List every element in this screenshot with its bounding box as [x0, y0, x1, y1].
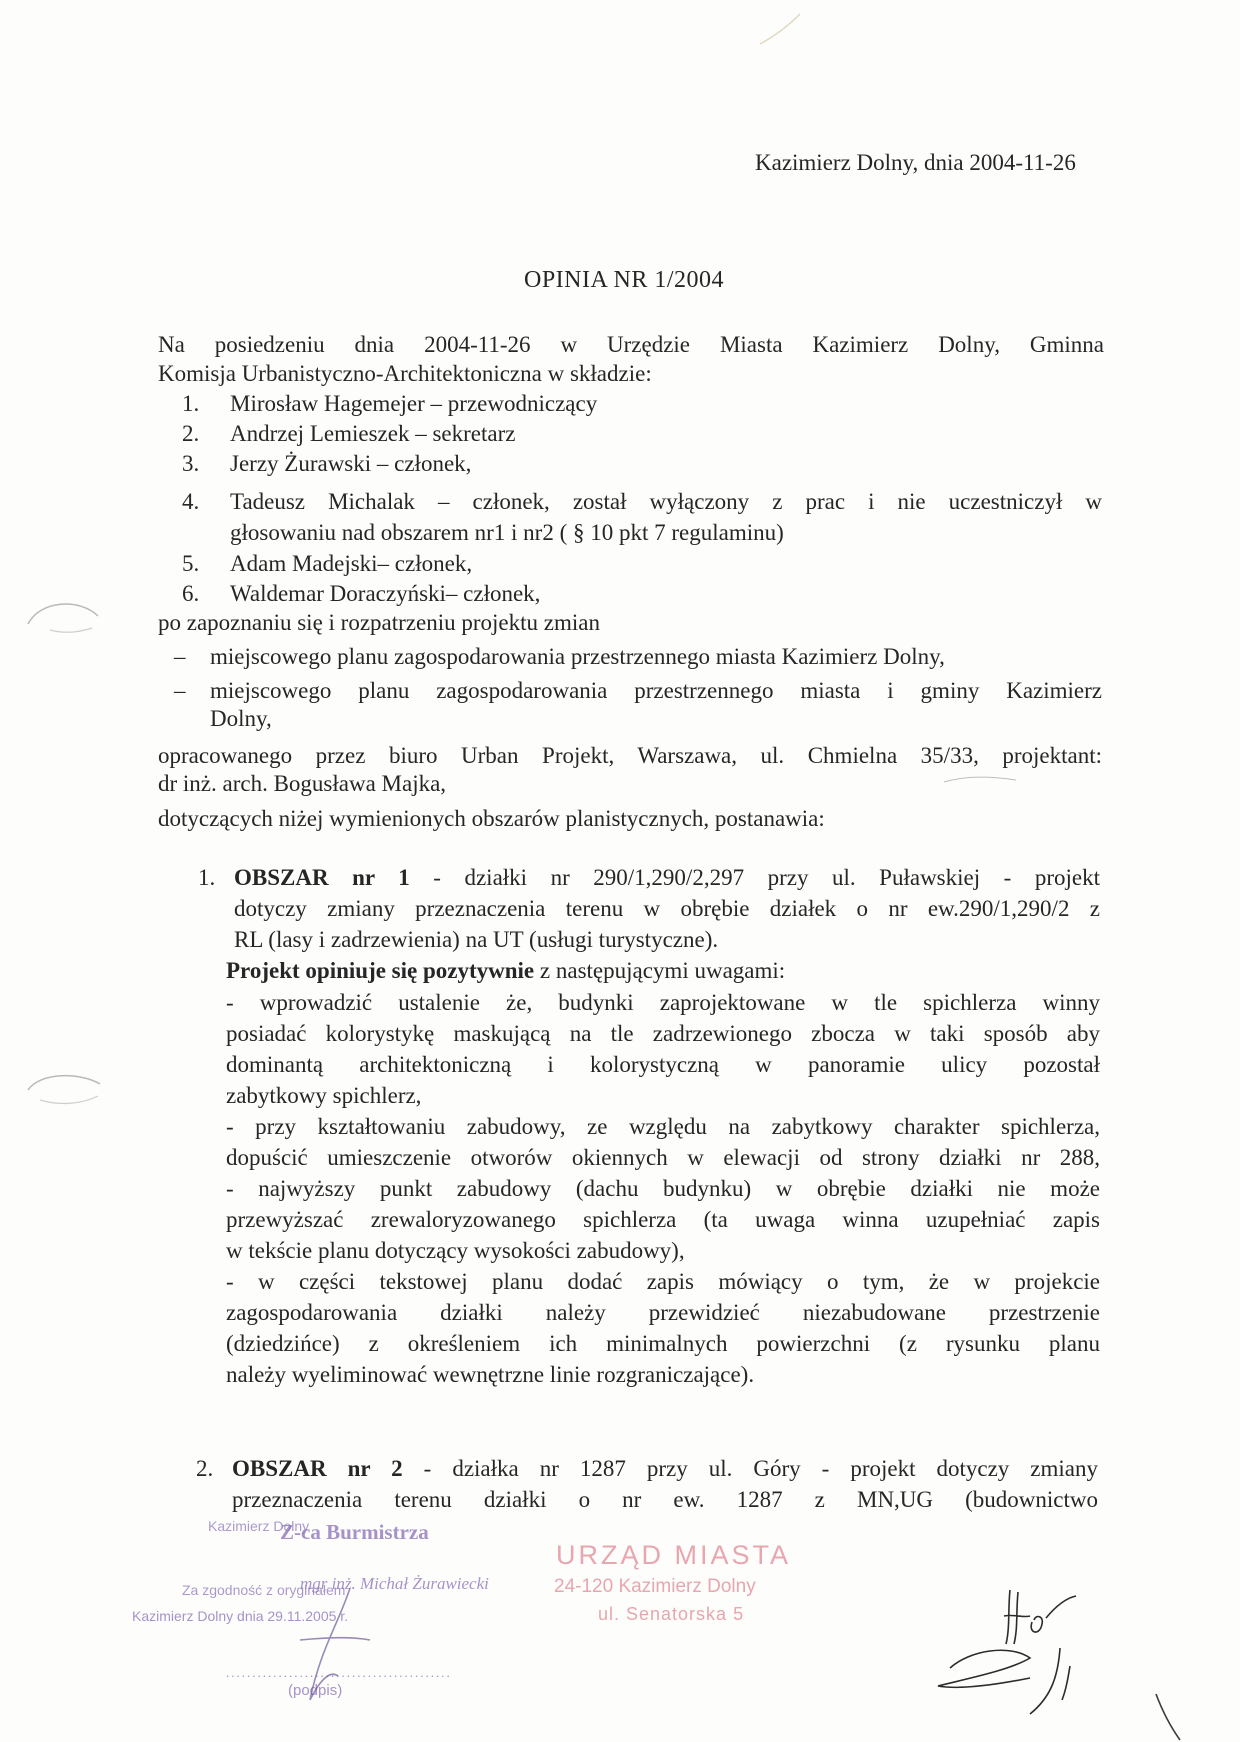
area2-line1-rest: - działka nr 1287 przy ul. Góry - projekt dotyczy zmiany — [402, 1456, 1098, 1481]
remark-line: dominantą architektoniczną i kolorystyczną w panoramie ulicy pozostał — [226, 1052, 1100, 1077]
bullet-dash: – — [174, 678, 186, 703]
area2-heading: OBSZAR nr 2 — [232, 1456, 403, 1481]
area1-line1-rest: - działki nr 290/1,290/2,297 przy ul. Puławskiej - projekt — [409, 865, 1100, 890]
area1-first-line — [234, 865, 1100, 891]
prepared-by-line-2: dr inż. arch. Bogusława Majka, — [158, 771, 447, 796]
area1-opinion-bold: Projekt opiniuje się pozytywnie — [226, 958, 535, 983]
member-num: 6. — [182, 581, 200, 606]
member-num: 3. — [182, 451, 200, 476]
area2-number: 2. — [196, 1456, 214, 1481]
area2-line-2: przeznaczenia terenu działki o nr ew. 1287 z MN,UG (budownictwo — [232, 1487, 1098, 1512]
area1-opinion — [226, 958, 785, 984]
stamp-deputy-name: mgr inż. Michał Żurawiecki — [300, 1574, 489, 1593]
remark-line: (dziedzińce) z określeniem ich minimalnych powierzchni (z rysunku planu — [226, 1331, 1100, 1356]
scan-mark — [1150, 1690, 1190, 1742]
member-num: 5. — [182, 551, 200, 576]
remark-line: należy wyeliminować wewnętrzne linie rozgraniczające). — [226, 1362, 755, 1387]
document-title: OPINIA NR 1/2004 — [524, 267, 725, 293]
remark-line: - w części tekstowej planu dodać zapis mówiący o tym, że w projekcie — [226, 1269, 1100, 1294]
member-num: 4. — [182, 489, 200, 514]
member-text: Waldemar Doraczyński– członek, — [230, 581, 541, 606]
member-text: Adam Madejski– członek, — [230, 551, 473, 576]
member-text: Jerzy Żurawski – członek, — [230, 451, 472, 476]
intro-line-2: Komisja Urbanistyczno-Architektoniczna w składzie: — [158, 361, 652, 386]
area1-opinion-rest: z następującymi uwagami: — [534, 958, 786, 983]
review-item-1: miejscowego planu zagospodarowania przestrzennego miasta Kazimierz Dolny, — [210, 644, 945, 669]
remark-line: zagospodarowania działki należy przewidzieć niezabudowane przestrzenie — [226, 1300, 1100, 1325]
handwritten-signature — [910, 1578, 1110, 1728]
member-num: 2. — [182, 421, 200, 446]
review-item-2-cont: Dolny, — [210, 706, 272, 731]
deputy-signature — [280, 1580, 390, 1720]
punch-hole-mark — [20, 1066, 110, 1116]
stamp-left-3: Kazimierz Dolny dnia 29.11.2005 r. — [132, 1608, 349, 1624]
remark-line: w tekście planu dotyczący wysokości zabudowy), — [226, 1238, 685, 1263]
intro-line-1: Na posiedzeniu dnia 2004-11-26 w Urzędzie Miasta Kazimierz Dolny, Gminna — [158, 332, 1104, 357]
signature-dotted-line: ........................................... — [226, 1665, 452, 1680]
review-lead: po zapoznaniu się i rozpatrzeniu projektu zmian — [158, 610, 600, 635]
member-num: 1. — [182, 391, 200, 416]
bullet-dash: – — [174, 644, 186, 669]
remark-line: przewyższać zrewaloryzowanego spichlerza (ta uwaga winna uzupełniać zapis — [226, 1207, 1100, 1232]
office-stamp-line-1: URZĄD MIASTA — [556, 1540, 792, 1570]
area1-heading: OBSZAR nr 1 — [234, 865, 410, 890]
review-item-2: miejscowego planu zagospodarowania przestrzennego miasta i gminy Kazimierz — [210, 678, 1102, 703]
stamp-left-1: Kazimierz Dolny — [208, 1518, 310, 1534]
remark-line: - przy kształtowaniu zabudowy, ze względu na zabytkowy charakter spichlerza, — [226, 1114, 1100, 1139]
member-text: Andrzej Lemieszek – sekretarz — [230, 421, 516, 446]
office-stamp-line-2: 24-120 Kazimierz Dolny — [554, 1576, 756, 1597]
prepared-by-line-3: dotyczących niżej wymienionych obszarów planistycznych, postanawia: — [158, 806, 825, 831]
stamp-podpis: (podpis) — [288, 1682, 343, 1699]
stamp-left-2: Za zgodność z oryginałem — [182, 1582, 346, 1598]
area2-first-line — [232, 1456, 1098, 1482]
area1-line-2: dotyczy zmiany przeznaczenia terenu w obrębie działek o nr ew.290/1,290/2 z — [234, 896, 1100, 921]
punch-hole-mark — [20, 590, 110, 640]
remark-line: - wprowadzić ustalenie że, budynki zaprojektowane w tle spichlerza winny — [226, 990, 1100, 1015]
area1-line-3: RL (lasy i zadrzewienia) na UT (usługi turystyczne). — [234, 927, 719, 952]
scan-mark — [940, 770, 1020, 790]
remark-line: - najwyższy punkt zabudowy (dachu budynku) w obrębie działki nie może — [226, 1176, 1100, 1201]
place-date: Kazimierz Dolny, dnia 2004-11-26 — [755, 150, 1076, 175]
stamp-deputy: Z-ca Burmistrza — [280, 1520, 429, 1544]
office-stamp-line-3: ul. Senatorska 5 — [598, 1604, 745, 1624]
area1-number: 1. — [198, 865, 216, 890]
remark-line: zabytkowy spichlerz, — [226, 1083, 422, 1108]
member-text-cont: głosowaniu nad obszarem nr1 i nr2 ( § 10 pkt 7 regulaminu) — [230, 520, 784, 545]
member-text: Mirosław Hagemejer – przewodniczący — [230, 391, 598, 416]
remark-line: dopuścić umieszczenie otworów okiennych w elewacji od strony działki nr 288, — [226, 1145, 1100, 1170]
prepared-by-line-1: opracowanego przez biuro Urban Projekt, Warszawa, ul. Chmielna 35/33, projektant: — [158, 743, 1102, 768]
remark-line: posiadać kolorystykę maskującą na tle zadrzewionego zbocza w taki sposób aby — [226, 1021, 1100, 1046]
member-text: Tadeusz Michalak – członek, został wyłączony z prac i nie uczestniczył w — [230, 489, 1102, 514]
scan-mark — [750, 10, 810, 50]
